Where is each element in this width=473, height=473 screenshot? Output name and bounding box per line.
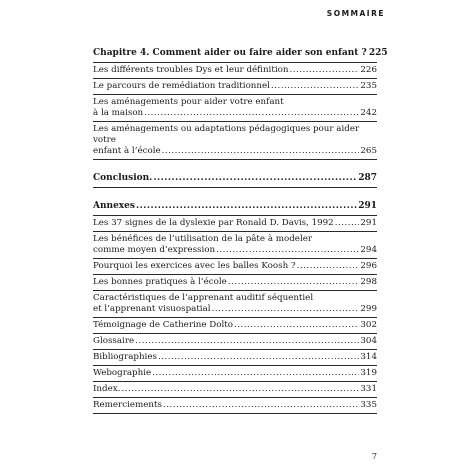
toc-entry-title-line1: Caractéristiques de l’apprenant auditif séquentiel xyxy=(93,293,314,303)
dot-leader xyxy=(289,65,359,76)
dot-leader xyxy=(271,81,359,92)
toc-entry-page: 294 xyxy=(360,245,377,255)
toc-entry-page: 225 xyxy=(368,48,388,58)
toc-annexes-heading[interactable] xyxy=(93,199,377,216)
toc-conclusion-heading[interactable] xyxy=(93,171,377,188)
toc-entry-page: 242 xyxy=(360,108,377,118)
toc-entry-title: et l’apprenant visuospatial xyxy=(93,304,211,314)
dot-leader xyxy=(216,245,359,256)
dot-leader xyxy=(162,146,360,157)
toc-entry-title: Les 37 signes de la dyslexie par Ronald D. Davis, 1992 xyxy=(93,218,334,228)
toc-entry-page: 319 xyxy=(360,368,377,378)
toc-entry-page: 287 xyxy=(358,173,377,183)
toc-chapter-heading[interactable] xyxy=(93,46,388,63)
toc-entry[interactable] xyxy=(93,232,377,259)
toc-entry[interactable] xyxy=(93,79,377,95)
dot-leader xyxy=(136,201,357,212)
toc-entry-title: à la maison xyxy=(93,108,144,118)
toc-entry[interactable] xyxy=(93,366,377,382)
toc-entry[interactable] xyxy=(93,63,377,79)
toc-entry[interactable] xyxy=(93,95,377,122)
toc-entry-title: Remerciements xyxy=(93,400,162,410)
toc-entry[interactable] xyxy=(93,291,377,318)
toc-entry-page: 304 xyxy=(360,336,377,346)
toc-entry-title: Conclusion. xyxy=(93,173,153,183)
toc-entry[interactable] xyxy=(93,216,377,232)
toc-entry-title: Les bonnes pratiques à l’école xyxy=(93,277,227,287)
toc-entry-title: Bibliographies xyxy=(93,352,157,362)
toc-entry-page: 298 xyxy=(360,277,377,287)
dot-leader xyxy=(335,218,360,229)
table-of-contents xyxy=(93,46,388,425)
toc-entry-title: Glossaire xyxy=(93,336,135,346)
dot-leader xyxy=(152,368,359,379)
toc-entry-page: 335 xyxy=(360,400,377,410)
toc-entry-title: comme moyen d’expression xyxy=(93,245,216,255)
toc-entry-page: 291 xyxy=(358,201,377,211)
toc-entry-title: Témoignage de Catherine Dolto xyxy=(93,320,233,330)
page-number: 7 xyxy=(371,452,377,461)
toc-entry[interactable] xyxy=(93,334,377,350)
toc-entry-page: 299 xyxy=(360,304,377,314)
toc-entry-title-line1: Les aménagements ou adaptations pédagogiques pour aider votre xyxy=(93,124,360,145)
toc-entry-title: Pourquoi les exercices avec les balles Koosh ? xyxy=(93,261,296,271)
annexes-section xyxy=(93,199,377,414)
toc-entry[interactable] xyxy=(93,122,377,160)
dot-leader xyxy=(153,173,357,184)
dot-leader xyxy=(228,277,360,288)
dot-leader xyxy=(144,108,359,119)
toc-entry-title: enfant à l’école xyxy=(93,146,161,156)
toc-entry-page: 291 xyxy=(360,218,377,228)
toc-entry-page: 226 xyxy=(360,65,377,75)
dot-leader xyxy=(297,261,360,272)
dot-leader xyxy=(158,352,359,363)
toc-entry-title: Annexes xyxy=(93,201,135,211)
toc-entry-page: 331 xyxy=(360,384,377,394)
toc-entry-title-line1: Les aménagements pour aider votre enfant xyxy=(93,97,284,107)
dot-leader xyxy=(121,384,359,395)
toc-entry[interactable] xyxy=(93,350,377,366)
toc-entry-page: 314 xyxy=(360,352,377,362)
toc-entry-page: 296 xyxy=(360,261,377,271)
toc-entry[interactable] xyxy=(93,382,377,398)
toc-entry-title: Les différents troubles Dys et leur définition xyxy=(93,65,289,75)
toc-entry[interactable] xyxy=(93,318,377,334)
toc-entry-page: 302 xyxy=(360,320,377,330)
toc-entry[interactable] xyxy=(93,259,377,275)
dot-leader xyxy=(163,400,359,411)
toc-entry[interactable] xyxy=(93,398,377,414)
dot-leader xyxy=(234,320,359,331)
dot-leader xyxy=(135,336,359,347)
toc-entry-title-line1: Les bénéfices de l’utilisation de la pâte à modeler xyxy=(93,234,313,244)
toc-entry-title: Webographie xyxy=(93,368,152,378)
toc-entry-title: Index. xyxy=(93,384,121,394)
conclusion-section xyxy=(93,171,377,188)
running-head: SOMMAIRE xyxy=(326,9,385,18)
toc-entry[interactable] xyxy=(93,275,377,291)
toc-entry-page: 235 xyxy=(360,81,377,91)
toc-entry-page: 265 xyxy=(360,146,377,156)
chapter-4-section xyxy=(93,46,388,160)
toc-entry-title: Chapitre 4. Comment aider ou faire aider son enfant ? xyxy=(93,48,367,58)
dot-leader xyxy=(212,304,360,315)
toc-entry-title: Le parcours de remédiation traditionnel xyxy=(93,81,270,91)
